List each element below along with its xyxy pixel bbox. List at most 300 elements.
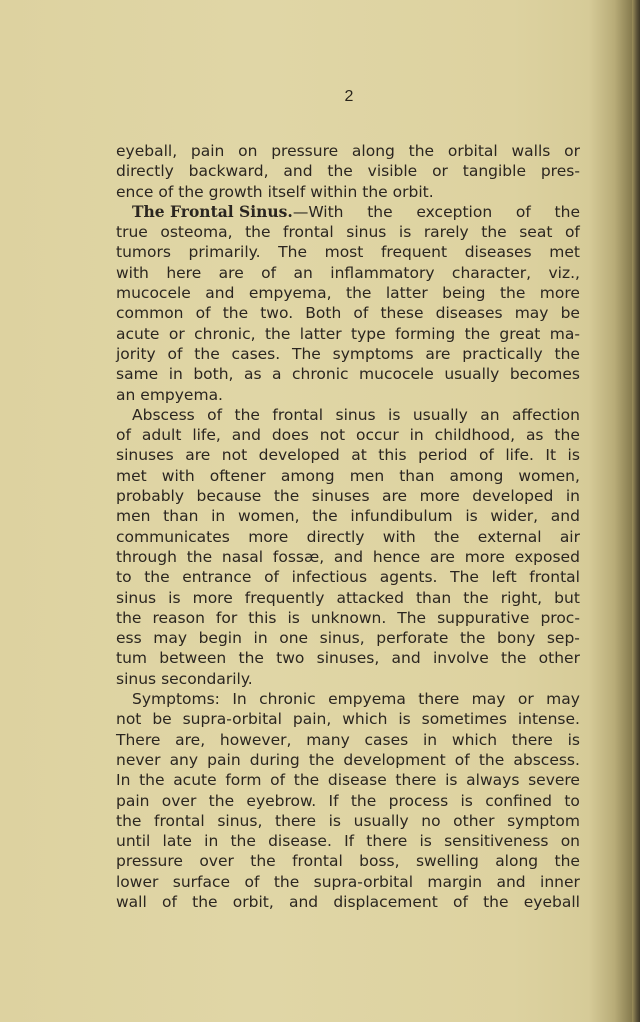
- word: sometimes: [421, 710, 507, 729]
- word: of: [454, 750, 470, 769]
- text-line: [116, 344, 580, 364]
- word: as: [243, 365, 262, 384]
- word: inner: [540, 872, 580, 891]
- text-line: [116, 385, 580, 405]
- word: not: [319, 426, 346, 445]
- word: childhood,: [434, 426, 516, 445]
- word: there: [395, 771, 437, 790]
- word: than: [399, 466, 435, 485]
- text-line: [116, 872, 580, 892]
- word: sensitiveness: [444, 832, 549, 851]
- word: and: [496, 872, 526, 891]
- word: of: [158, 182, 174, 201]
- word: of: [515, 202, 531, 221]
- text-line: [116, 242, 580, 262]
- word: the: [230, 832, 256, 851]
- word: the: [245, 223, 271, 242]
- word: the: [273, 487, 300, 506]
- word: the: [408, 142, 435, 160]
- word: mucocele: [359, 365, 434, 384]
- word: agents.: [379, 568, 438, 587]
- word: the: [346, 284, 372, 303]
- word: itself: [267, 182, 306, 201]
- word: in: [211, 507, 226, 526]
- word: of: [270, 771, 286, 790]
- word: until: [116, 832, 151, 851]
- word: there: [511, 730, 553, 749]
- word: the: [327, 162, 353, 181]
- word: disease: [327, 771, 387, 790]
- word: frequently: [244, 588, 325, 607]
- word: late: [162, 832, 192, 851]
- word: the: [293, 771, 320, 790]
- word: than: [163, 507, 199, 526]
- word: empyema,: [248, 284, 332, 303]
- word: developed: [258, 446, 340, 465]
- word: mucocele: [116, 284, 191, 303]
- word: are: [185, 446, 211, 465]
- text-line: [116, 486, 580, 506]
- word: hence: [372, 547, 421, 566]
- word: in: [204, 832, 219, 851]
- word: the: [459, 629, 486, 648]
- word: women,: [518, 466, 580, 485]
- word: sinuses: [311, 487, 370, 506]
- word: two: [276, 649, 305, 668]
- word: chronic: [259, 690, 316, 709]
- word: among: [449, 466, 504, 485]
- word: men: [116, 507, 151, 526]
- word: cases: [364, 730, 409, 749]
- word: more: [248, 527, 289, 546]
- word: exposed: [514, 547, 580, 566]
- word: affection: [512, 405, 580, 424]
- word: within: [310, 182, 358, 201]
- word: among: [280, 466, 335, 485]
- word: or: [432, 162, 448, 181]
- word: are: [218, 263, 244, 282]
- word: of: [161, 892, 177, 911]
- word: during: [249, 750, 300, 769]
- word: infundibulum: [350, 507, 453, 526]
- word: forming: [395, 324, 456, 343]
- word: backward,: [188, 162, 269, 181]
- word: be: [152, 710, 172, 729]
- text-line: [116, 669, 580, 689]
- word: The: [278, 243, 307, 262]
- word: than: [415, 588, 452, 607]
- word: most: [324, 243, 364, 262]
- text-line: [116, 263, 580, 283]
- word: the: [362, 182, 388, 201]
- word: chronic,: [194, 324, 256, 343]
- text-line: [116, 445, 580, 465]
- word: however,: [219, 730, 292, 749]
- word: is: [460, 791, 473, 810]
- word: always: [466, 771, 520, 790]
- word: frequent: [380, 243, 448, 262]
- text-line: [116, 588, 580, 608]
- word: chronic: [292, 365, 349, 384]
- word: of: [167, 344, 183, 363]
- word: secondarily.: [161, 669, 253, 688]
- word: proc-: [540, 608, 580, 627]
- word: frontal: [292, 852, 343, 871]
- word: but: [554, 588, 580, 607]
- word: disease.: [268, 832, 332, 851]
- text-line: [116, 161, 580, 181]
- word: there: [366, 832, 408, 851]
- word: in: [253, 629, 268, 648]
- page-edge-shadow: [632, 0, 640, 1022]
- word: development: [343, 750, 446, 769]
- section-heading: The Frontal Sinus.: [132, 201, 293, 221]
- word: and: [288, 892, 319, 911]
- word: of: [353, 304, 369, 323]
- word: the: [312, 507, 338, 526]
- word: occur: [355, 426, 399, 445]
- word: sinus: [335, 405, 376, 424]
- word: may: [471, 690, 506, 709]
- word: is: [567, 446, 580, 465]
- word: the: [139, 771, 165, 790]
- word: the: [144, 568, 170, 587]
- word: is: [168, 588, 181, 607]
- word: with: [116, 263, 149, 282]
- word: on: [238, 142, 258, 160]
- word: boss,: [359, 852, 400, 871]
- word: tum: [116, 649, 147, 668]
- body-text: [116, 141, 580, 912]
- text-line: [116, 547, 580, 567]
- word: communicates: [116, 527, 230, 546]
- word: frontal: [154, 811, 205, 830]
- word: is: [398, 710, 411, 729]
- text-line: [116, 405, 580, 425]
- word: [132, 202, 344, 222]
- text-line: [116, 506, 580, 526]
- word: the: [238, 649, 264, 668]
- word: this: [378, 446, 407, 465]
- word: seat: [519, 223, 553, 242]
- word: with: [161, 466, 195, 485]
- word: is: [567, 730, 580, 749]
- word: there: [275, 811, 317, 830]
- word: is: [465, 507, 478, 526]
- word: reason: [152, 608, 205, 627]
- word: is: [287, 608, 300, 627]
- word: character,: [451, 263, 532, 282]
- word: many: [306, 730, 350, 749]
- word: more: [192, 588, 233, 607]
- word: through: [116, 547, 177, 566]
- text-line: [116, 567, 580, 587]
- word: the: [464, 324, 491, 343]
- word: practically: [462, 344, 543, 363]
- word: the: [273, 872, 300, 891]
- word: latter: [385, 284, 428, 303]
- word: pain,: [292, 710, 332, 729]
- word: any: [169, 750, 199, 769]
- word: empyema: [328, 690, 406, 709]
- word: are: [429, 547, 455, 566]
- word: is: [398, 223, 412, 242]
- word: the: [264, 324, 291, 343]
- word: with: [382, 527, 416, 546]
- word: viz.,: [548, 263, 580, 282]
- text-line: [116, 608, 580, 628]
- text-line: [116, 182, 580, 202]
- text-line: [116, 222, 580, 242]
- word: sinus: [346, 223, 387, 242]
- word: being: [442, 284, 486, 303]
- word: be: [560, 304, 580, 323]
- word: the: [116, 608, 142, 627]
- text-line: [116, 283, 580, 303]
- word: an: [293, 263, 313, 282]
- word: men: [349, 466, 385, 485]
- word: eyebrow.: [246, 791, 317, 810]
- word: life.: [505, 446, 534, 465]
- word: exception: [416, 202, 493, 221]
- word: inflammatory: [330, 263, 435, 282]
- page-number: 2: [344, 88, 354, 105]
- word: pressure: [116, 852, 183, 871]
- word: in: [409, 426, 424, 445]
- word: visible: [367, 162, 418, 181]
- word: margin: [427, 872, 483, 891]
- word: perforate: [376, 629, 449, 648]
- word: over: [161, 791, 197, 810]
- word: pain: [207, 750, 241, 769]
- word: an: [480, 405, 500, 424]
- word: rarely: [423, 223, 469, 242]
- word: displacement: [333, 892, 438, 911]
- word: tumors: [116, 243, 171, 262]
- word: right,: [500, 588, 543, 607]
- word: other: [538, 649, 580, 668]
- word: supra-orbital: [313, 872, 414, 891]
- word: may: [546, 690, 580, 709]
- word: are: [425, 344, 451, 363]
- word: confined: [485, 791, 552, 810]
- word: It: [545, 446, 557, 465]
- word: same: [116, 365, 159, 384]
- word: the: [554, 852, 580, 871]
- word: of: [261, 263, 277, 282]
- word: sinus,: [217, 811, 263, 830]
- word: of: [264, 568, 280, 587]
- word: the: [186, 547, 213, 566]
- word: not: [116, 710, 142, 729]
- heading-continuation: —With: [292, 202, 344, 221]
- word: sep-: [546, 629, 580, 648]
- word: there: [418, 690, 460, 709]
- word: never: [116, 750, 161, 769]
- word: fossæ,: [272, 547, 325, 566]
- word: is: [388, 405, 401, 424]
- word: of: [564, 223, 580, 242]
- word: and: [550, 507, 580, 526]
- word: the: [463, 588, 489, 607]
- word: frontal: [283, 223, 334, 242]
- word: more: [539, 284, 580, 303]
- text-line: [116, 202, 580, 222]
- word: oftener: [209, 466, 266, 485]
- word: frontal: [272, 405, 324, 424]
- word: ma-: [549, 324, 580, 343]
- word: orbit.: [392, 182, 434, 201]
- word: or: [517, 690, 534, 709]
- word: to: [116, 568, 132, 587]
- word: eyeball: [523, 892, 580, 911]
- word: the: [483, 892, 509, 911]
- text-line: [116, 750, 580, 770]
- word: the: [501, 649, 527, 668]
- word: entrance: [182, 568, 252, 587]
- word: true: [116, 223, 148, 242]
- word: wider,: [490, 507, 539, 526]
- word: pain: [190, 142, 225, 160]
- word: form: [225, 771, 262, 790]
- word: may: [514, 304, 549, 323]
- word: diseases: [464, 243, 532, 262]
- word: The: [397, 608, 427, 627]
- text-line: [116, 730, 580, 750]
- word: the: [222, 304, 249, 323]
- word: the: [208, 791, 235, 810]
- word: usually: [412, 405, 468, 424]
- word: process: [388, 791, 449, 810]
- word: met: [549, 243, 580, 262]
- text-line: [116, 689, 580, 709]
- word: the: [499, 284, 526, 303]
- word: acute: [116, 324, 160, 343]
- word: may: [153, 629, 188, 648]
- word: are,: [175, 730, 206, 749]
- word: in: [168, 365, 183, 384]
- word: the: [367, 202, 393, 221]
- word: the: [116, 811, 142, 830]
- word: the: [554, 344, 580, 363]
- text-line: [116, 303, 580, 323]
- word: the: [250, 852, 276, 871]
- text-line: [116, 648, 580, 668]
- word: the: [234, 405, 260, 424]
- word: cases.: [231, 344, 281, 363]
- text-line: [116, 831, 580, 851]
- word: unknown.: [310, 608, 387, 627]
- word: left: [491, 568, 517, 587]
- text-line: [116, 811, 580, 831]
- word: involve: [432, 649, 489, 668]
- word: growth: [208, 182, 263, 201]
- word: the: [554, 426, 580, 445]
- word: type: [351, 324, 386, 343]
- word: osteoma,: [160, 223, 233, 242]
- text-line: [116, 851, 580, 871]
- word: and: [391, 649, 421, 668]
- word: and: [231, 426, 261, 445]
- word: Both: [305, 304, 342, 323]
- word: pres-: [540, 162, 580, 181]
- word: of: [244, 872, 260, 891]
- word: begin: [198, 629, 242, 648]
- word: in: [565, 487, 580, 506]
- word: external: [477, 527, 542, 546]
- word: swelling: [415, 852, 479, 871]
- word: symptom: [507, 811, 580, 830]
- word: here: [166, 263, 202, 282]
- word: for: [215, 608, 238, 627]
- word: bony: [496, 629, 536, 648]
- word: and: [205, 284, 235, 303]
- word: If: [344, 832, 355, 851]
- word: a: [272, 365, 282, 384]
- word: abscess.: [513, 750, 580, 769]
- word: does: [271, 426, 309, 445]
- word: and: [283, 162, 313, 181]
- word: tangible: [462, 162, 526, 181]
- word: In: [116, 771, 131, 790]
- word: common: [116, 304, 184, 323]
- word: lower: [116, 872, 159, 891]
- word: women,: [237, 507, 300, 526]
- word: orbital: [447, 142, 498, 160]
- word: over: [199, 852, 234, 871]
- word: The: [450, 568, 479, 587]
- word: sinus: [116, 588, 157, 607]
- text-line: [116, 141, 580, 161]
- word: jority: [116, 344, 156, 363]
- word: the: [350, 791, 377, 810]
- word: Abscess: [132, 405, 195, 424]
- word: severe: [528, 771, 580, 790]
- word: life,: [192, 426, 221, 445]
- text-line: [116, 466, 580, 486]
- word: period: [418, 446, 468, 465]
- word: on: [560, 832, 580, 851]
- word: the: [178, 182, 204, 201]
- word: surface: [172, 872, 231, 891]
- word: primarily.: [188, 243, 261, 262]
- word: If: [328, 791, 339, 810]
- word: as: [525, 426, 544, 445]
- word: supra-orbital: [182, 710, 282, 729]
- word: the: [554, 202, 580, 221]
- word: in: [423, 730, 438, 749]
- word: developed: [472, 487, 554, 506]
- word: The: [292, 344, 321, 363]
- word: sinuses: [116, 446, 174, 465]
- text-line: [116, 364, 580, 384]
- word: along: [351, 142, 395, 160]
- word: of: [478, 446, 494, 465]
- word: an: [116, 385, 136, 404]
- word: Symptoms:: [132, 690, 220, 709]
- text-line: [116, 770, 580, 790]
- word: two.: [260, 304, 294, 323]
- word: of: [195, 304, 211, 323]
- word: because: [196, 487, 262, 506]
- word: is: [328, 811, 342, 830]
- word: which: [451, 730, 498, 749]
- word: are: [382, 487, 408, 506]
- word: at: [351, 446, 367, 465]
- text-line: [116, 324, 580, 344]
- word: latter: [299, 324, 342, 343]
- word: along: [495, 852, 539, 871]
